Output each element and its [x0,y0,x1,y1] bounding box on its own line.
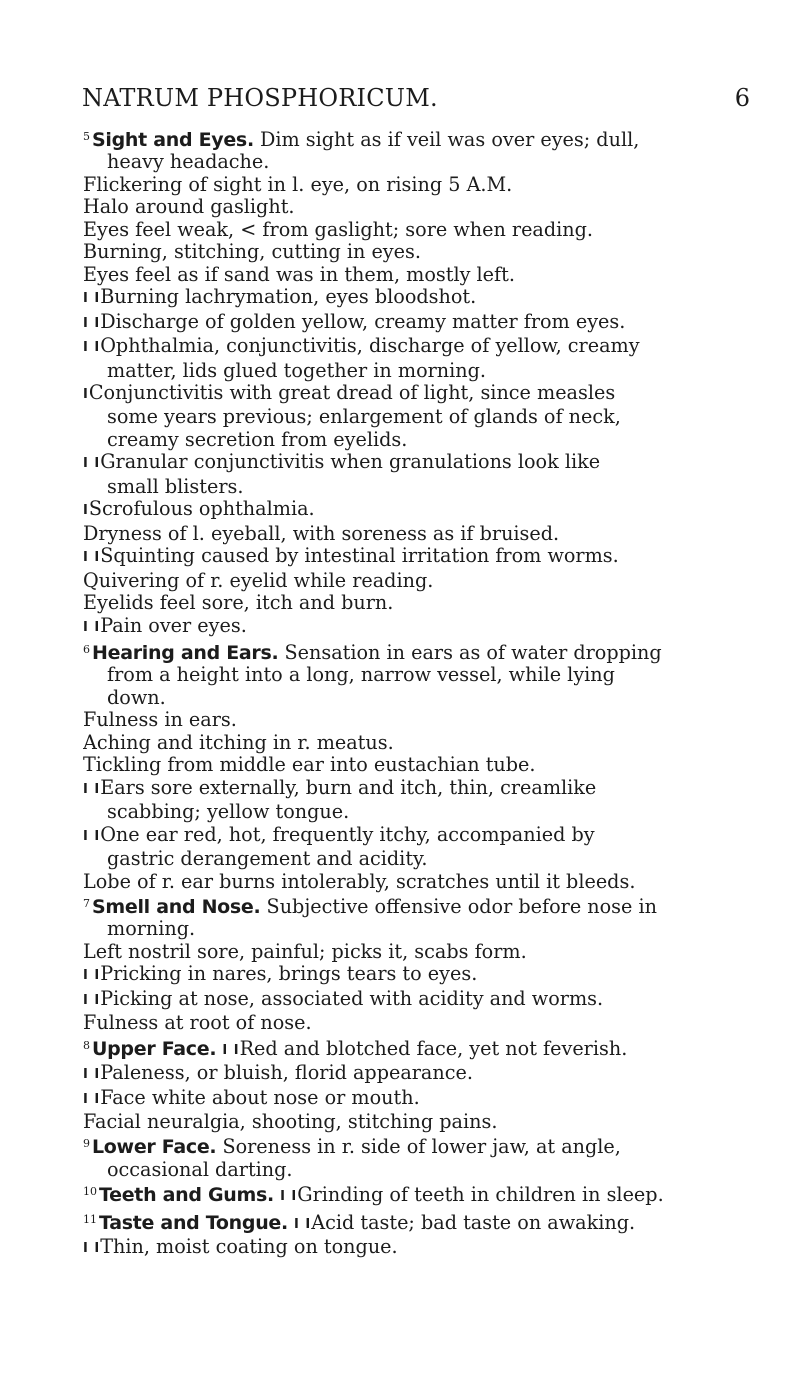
symptom-text: Subjective offensive odor before nose in [260,894,657,918]
symptom-text: small blisters. [107,475,244,498]
text-line [83,523,743,545]
text-line [83,871,743,893]
section-number: 10 [83,1185,97,1199]
symptom-text: Burning lachrymation, eyes bloodshot. [100,286,477,309]
symptom-text: Paleness, or bluish, florid appearance. [100,1062,473,1085]
text-line [83,1012,743,1034]
text-line [83,151,743,173]
symptom-text [83,126,743,1261]
section-number: 8 [83,1038,90,1052]
symptom-text: Dim sight as if veil was over eyes; dull, [253,128,640,151]
text-line [83,335,743,359]
symptom-text: matter, lids glued together in morning. [107,359,487,382]
text-line [83,429,743,451]
symptom-text: Discharge of golden yellow, creamy matter from eyes. [100,310,626,333]
emphasis-mark: I I [83,781,101,797]
symptom-text: Dryness of l. eyeball, with soreness as if bruised. [83,522,560,545]
section-heading-line [83,639,743,664]
text-line [83,1087,743,1111]
section-number: 5 [83,130,90,143]
symptom-text: Left nostril sore, painful; picks it, scabs form. [83,940,527,963]
section-heading-line [83,1035,743,1062]
text-line [83,264,743,286]
text-line [83,824,743,848]
emphasis-mark: I I [83,315,101,331]
section-number: 7 [83,896,90,910]
section-heading: Lower Face. [92,1136,217,1159]
running-title: NATRUM PHOSPHORICUM. [82,84,438,112]
emphasis-mark: I [83,386,89,402]
symptom-text: Acid taste; bad taste on awaking. [311,1210,636,1234]
text-line [83,241,743,263]
symptom-text: Pricking in nares, brings tears to eyes. [100,963,478,986]
symptom-text: some years previous; enlargement of glands of neck, [107,406,621,429]
symptom-text: Eyelids feel sore, itch and burn. [83,592,394,615]
running-header [82,84,750,120]
symptom-text: Lobe of r. ear burns intolerably, scratches until it bleeds. [83,870,636,893]
emphasis-mark: I [83,503,89,519]
text-line [83,592,743,614]
section-heading-line [83,893,743,918]
symptom-text: Sensation in ears as of water dropping [278,640,662,664]
text-line [83,988,743,1012]
emphasis-mark: I I [83,992,101,1008]
emphasis-mark: I I [83,1091,101,1107]
symptom-text: from a height into a long, narrow vessel, while lying [107,664,615,687]
symptom-text: Scrofulous ophthalmia. [88,498,315,521]
emphasis-mark: I I [83,828,101,844]
symptom-text: Flickering of sight in l. eye, on rising 5 A.M. [83,173,513,196]
text-line [83,382,743,406]
text-line [83,1236,743,1260]
text-line [83,732,743,754]
symptom-text: Conjunctivitis with great dread of light, since measles [88,381,616,404]
symptom-text: Eyes feel as if sand was in them, mostly left. [83,263,515,286]
symptom-text: Picking at nose, associated with acidity and worms. [100,987,604,1010]
symptom-text: scabbing; yellow tongue. [107,801,350,824]
section-heading: Hearing and Ears. [92,641,279,664]
section-number: 11 [83,1212,97,1226]
text-line [83,174,743,196]
text-line [83,941,743,963]
text-line [83,545,743,569]
symptom-text: Ears sore externally, burn and itch, thin, creamlike [100,776,597,799]
emphasis-mark: I I [280,1189,298,1205]
text-line [83,801,743,823]
emphasis-mark: I I [83,550,101,566]
text-line [83,918,743,940]
text-line [83,1111,743,1133]
symptom-text: Grinding of teeth in children in sleep. [297,1183,664,1207]
emphasis-mark: I I [83,1241,101,1257]
text-line [83,311,743,335]
symptom-text: morning. [107,918,196,941]
text-line [83,196,743,218]
symptom-text: Face white about nose or mouth. [100,1086,420,1109]
text-line [83,570,743,592]
section-heading: Upper Face. [92,1037,217,1060]
symptom-text: Burning, stitching, cutting in eyes. [83,241,421,264]
emphasis-mark: I I [83,456,101,472]
emphasis-mark: I I [294,1216,312,1232]
symptom-text: occasional darting. [107,1158,293,1181]
symptom-text: Fulness in ears. [83,709,237,732]
section-heading-line [83,1133,743,1158]
emphasis-mark: I I [83,968,101,984]
text-line [83,754,743,776]
text-line [83,1159,743,1181]
text-line [83,615,743,639]
text-line [83,360,743,382]
text-line [83,286,743,310]
text-line [83,848,743,870]
text-line [83,709,743,731]
symptom-text: Granular conjunctivitis when granulations look like [100,451,601,474]
text-line [83,664,743,686]
text-line [83,963,743,987]
emphasis-mark: I I [83,340,101,356]
symptom-text: Tickling from middle ear into eustachian tube. [83,754,536,777]
section-heading-line [83,1209,743,1236]
symptom-text: Facial neuralgia, shooting, stitching pains. [83,1111,498,1134]
symptom-text: Ophthalmia, conjunctivitis, discharge of yellow, creamy [100,335,640,358]
section-heading-line [83,126,743,151]
symptom-text: gastric derangement and acidity. [107,848,428,871]
symptom-text: Quivering of r. eyelid while reading. [83,569,434,592]
symptom-text: Halo around gaslight. [83,196,295,219]
section-number: 6 [83,642,90,656]
symptom-text: heavy headache. [107,151,270,174]
symptom-text: Aching and itching in r. meatus. [83,731,394,754]
symptom-text: Pain over eyes. [100,614,247,637]
emphasis-mark: I I [83,1067,101,1083]
emphasis-mark: I I [83,291,101,307]
section-heading: Taste and Tongue. [99,1211,288,1234]
text-line [83,476,743,498]
text-line [83,687,743,709]
page-number: 6 [734,84,750,112]
section-heading: Sight and Eyes. [92,129,254,151]
text-line [83,451,743,475]
emphasis-mark: I I [222,1042,240,1058]
symptom-text: Soreness in r. side of lower jaw, at angle, [216,1135,621,1159]
section-heading-line [83,1181,743,1208]
text-line [83,219,743,241]
section-heading: Smell and Nose. [92,895,261,918]
text-line [83,777,743,801]
text-line [83,1062,743,1086]
symptom-text: Fulness at root of nose. [83,1012,312,1035]
section-heading: Teeth and Gums. [99,1184,274,1207]
symptom-text: down. [107,686,166,709]
emphasis-mark: I I [83,619,101,635]
text-line [83,498,743,522]
symptom-text: Red and blotched face, yet not feverish. [239,1036,628,1060]
section-number: 9 [83,1137,90,1151]
symptom-text: Squinting caused by intestinal irritation from worms. [100,545,619,568]
symptom-text: One ear red, hot, frequently itchy, accompanied by [100,823,595,846]
symptom-text: creamy secretion from eyelids. [107,428,408,451]
symptom-text: Eyes feel weak, < from gaslight; sore when reading. [83,218,594,241]
text-line [83,406,743,428]
symptom-text: Thin, moist coating on tongue. [100,1236,398,1259]
